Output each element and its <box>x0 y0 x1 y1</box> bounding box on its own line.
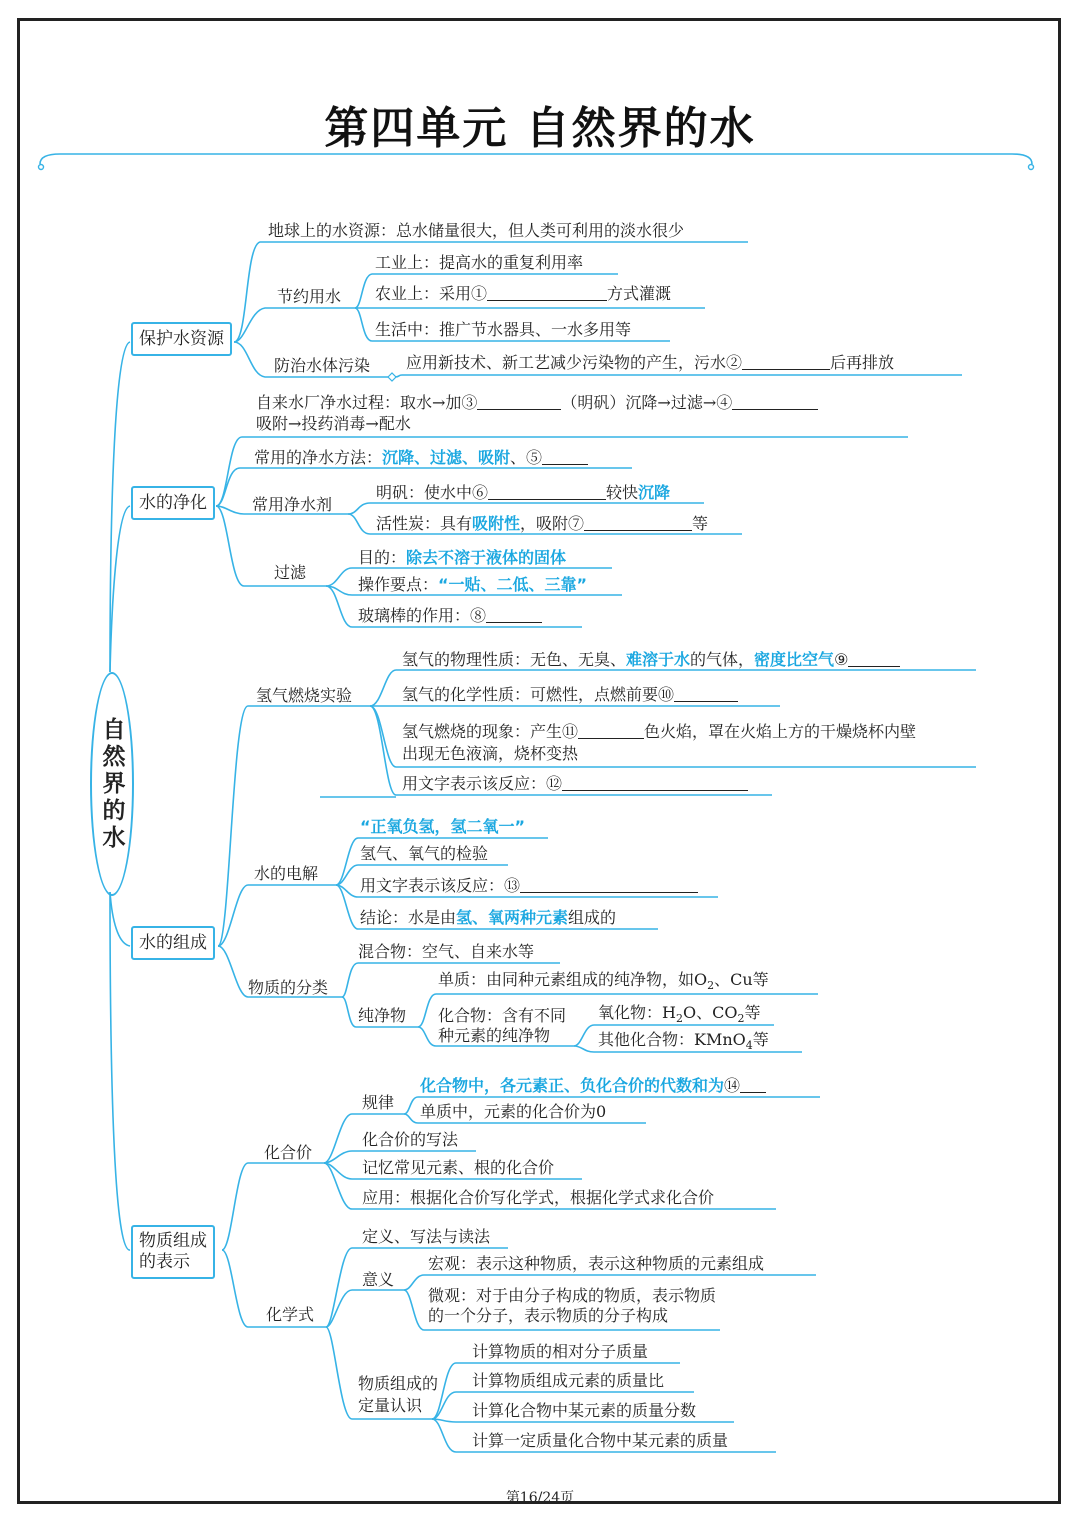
blank-6 <box>488 484 606 500</box>
blank-10 <box>674 686 738 702</box>
alum-text: 明矾：使水中⑥ 较快沉降 <box>376 483 671 502</box>
filter-op-text: 操作要点：“一贴、二低、三靠” <box>358 575 588 594</box>
compound-line2: 种元素的纯净物 <box>438 1026 551 1045</box>
node-protect-water: 保护水资源 <box>131 322 232 356</box>
h2-phenomenon-line1: 氢气燃烧的现象：产生⑪ 色火焰，罩在火焰上方的干燥烧杯内壁 <box>402 722 917 741</box>
save-life-text: 生活中：推广节水器具、一水多用等 <box>375 320 632 339</box>
blank-11 <box>578 723 644 739</box>
blank-4 <box>732 394 818 410</box>
h2-physical-text: 氢气的物理性质：无色、无臭、难溶于水的气体，密度比空气⑨ <box>402 650 900 670</box>
node-valence: 化合价 <box>264 1143 313 1162</box>
purify-methods-text: 常用的净水方法：沉降、过滤、吸附、⑤ <box>254 448 588 468</box>
valence-rule1-text: 化合物中，各元素正、负化合价的代数和为⑭ <box>420 1076 766 1096</box>
node-formula-meaning: 意义 <box>362 1270 395 1289</box>
node-composition-representation: 物质组成 的表示 <box>131 1225 215 1279</box>
page-title: 第四单元 自然界的水 <box>324 103 756 154</box>
node-quant-line1: 物质组成的 <box>358 1374 439 1393</box>
other-compound-text: 其他化合物：KMnO$_4$等 <box>598 1030 769 1053</box>
valence-apply-text: 应用：根据化合价写化学式，根据化学式求化合价 <box>362 1188 715 1207</box>
formula-def-text: 定义、写法与读法 <box>362 1227 491 1246</box>
pollution-text: 应用新技术、新工艺减少污染物的产生，污水② 后再排放 <box>406 353 895 372</box>
node-quant-line2: 定量认识 <box>358 1396 423 1415</box>
filter-rod-text: 玻璃棒的作用：⑧ <box>358 606 542 626</box>
blank-14 <box>740 1077 766 1093</box>
valence-remember-text: 记忆常见元素、根的化合价 <box>362 1158 555 1177</box>
node-valence-rule: 规律 <box>362 1093 395 1112</box>
compound-line1: 化合物：含有不同 <box>438 1006 567 1025</box>
page-number: 第16/24页 <box>505 1490 575 1506</box>
blank-8 <box>486 607 542 623</box>
h2-phenomenon-line2: 出现无色液滴，烧杯变热 <box>402 744 579 763</box>
node-hydrogen-burning: 氢气燃烧实验 <box>256 686 353 705</box>
blank-9 <box>848 651 900 667</box>
blank-5 <box>542 449 588 465</box>
elec-conclusion-text: 结论：水是由氢、氧两种元素组成的 <box>360 908 617 927</box>
blank-13 <box>520 877 698 893</box>
calc-mass-fraction: 计算化合物中某元素的质量分数 <box>472 1401 697 1420</box>
formula-micro-line2: 的一个分子，表示物质的分子构成 <box>428 1306 669 1325</box>
h2-chemical-text: 氢气的化学性质：可燃性，点燃前要⑩ <box>402 685 738 705</box>
simple-substance-text: 单质：由同种元素组成的纯净物，如$O_2$、Cu等 <box>438 970 769 993</box>
node-water-purification: 水的净化 <box>131 486 215 520</box>
filter-goal-text: 目的：除去不溶于液体的固体 <box>358 548 567 567</box>
formula-macro-text: 宏观：表示这种物质，表示这种物质的元素组成 <box>428 1254 765 1273</box>
elec-test-text: 氢气、氧气的检验 <box>360 844 489 863</box>
formula-micro-line1: 微观：对于由分子构成的物质，表示物质 <box>428 1286 717 1305</box>
earth-water-text: 地球上的水资源：总水储量很大，但人类可利用的淡水很少 <box>268 221 685 240</box>
calc-mass-ratio: 计算物质组成元素的质量比 <box>472 1371 665 1390</box>
oxide-text: 氧化物：$H_2O$、$CO_2$等 <box>598 1003 761 1026</box>
node-pure-substance: 纯净物 <box>358 1006 407 1025</box>
valence-rule2-text: 单质中，元素的化合价为0 <box>420 1102 607 1121</box>
plant-process-line1: 自来水厂净水过程：取水→加③ （明矾）沉降→过滤→④ <box>256 393 818 413</box>
valence-write-text: 化合价的写法 <box>362 1130 459 1149</box>
carbon-text: 活性炭：具有吸附性，吸附⑦ 等 <box>376 514 709 533</box>
elec-rule-text: “正氧负氢，氢二氧一” <box>360 817 526 836</box>
plant-process-line2: 吸附→投药消毒→配水 <box>256 414 411 433</box>
h2-equation-text: 用文字表示该反应：⑫ <box>402 774 748 794</box>
blank-7 <box>584 515 692 531</box>
node-electrolysis: 水的电解 <box>254 864 319 883</box>
root-node <box>90 672 134 896</box>
root-label: 自然界的水 <box>98 716 125 852</box>
save-industry-text: 工业上：提高水的重复利用率 <box>375 253 584 272</box>
mixture-text: 混合物：空气、自来水等 <box>358 942 535 961</box>
node-purify-agent: 常用净水剂 <box>252 495 333 514</box>
node-save-water: 节约用水 <box>277 287 342 306</box>
elec-equation-text: 用文字表示该反应：⑬ <box>360 876 698 896</box>
node-filtration: 过滤 <box>274 563 307 582</box>
calc-relative-mass: 计算物质的相对分子质量 <box>472 1342 649 1361</box>
save-agri-text: 农业上：采用① 方式灌溉 <box>375 284 672 303</box>
calc-element-mass: 计算一定质量化合物中某元素的质量 <box>472 1431 729 1450</box>
blank-2 <box>742 354 830 370</box>
blank-3 <box>477 394 561 410</box>
node-classification: 物质的分类 <box>248 978 329 997</box>
node-pollution: 防治水体污染 <box>274 356 371 375</box>
node-water-composition: 水的组成 <box>131 926 215 960</box>
blank-12 <box>562 775 748 791</box>
node-chemical-formula: 化学式 <box>266 1305 315 1324</box>
blank-1 <box>487 285 607 301</box>
